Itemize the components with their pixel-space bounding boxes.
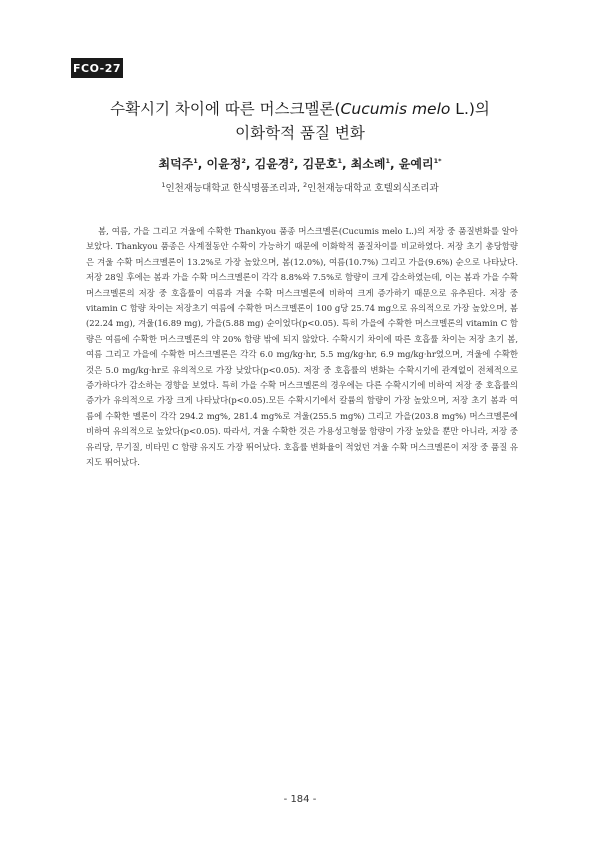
affiliation-text: 인천재능대학교 호텔외식조리과 [307, 183, 439, 194]
author-affiliation-mark: 1 [337, 157, 342, 165]
session-tag: FCO-27 [71, 58, 123, 78]
author-list: 최덕주$^1$, 이윤정$^2$, 김윤경$^2$, 김문호$^1$, 최소례$^1$, 윤예리$^{1*}$ [158, 157, 442, 171]
author-affiliation-mark: 1 [385, 157, 391, 165]
author-name: 김문호 [302, 157, 338, 171]
title-line-1: 수확시기 차이에 따른 머스크멜론(Cucumis melo L.)의 [110, 100, 490, 118]
author-affiliation-mark: 2 [289, 157, 294, 165]
abstract-text: 봄, 여름, 가을 그리고 겨울에 수확한 Thankyou 품종 머스크멜론(Cucumis melo L.)의 저장 중 품질변화를 알아보았다. Thankyou 품종은 사계절동안 수확이 가능하기 때문에 이화학적 품질차이를 비교하였다. 저장 초기 총당함량은 겨울 수확 머스크멜론이 13.2%로 가장 높았으며, 봄(12.0%), 여름(10.7%) 그리고 가을(9.6%) 순으로 나타났다. 저장 28일 후에는 봄과 가을 수확 머스크멜론이 각각 8.8%와 7.5%로 함량이 크게 감소하였는데, 이는 봄과 가을 수확 머스크멜론의 저장 중 호흡률이 여름과 겨울 수확 머스크멜론에 비하여 크게 증가하기 때문으로 유추된다. 저장 중 vitamin C 함량 차이는 저장초기 여름에 수확한 머스크멜론이 100 g당 25.74 mg으로 유의적으로 가장 높았으며, 봄(22.24 mg), 겨울(16.89 mg), 가을(5.88 mg) 순이었다(p<0.05). 특히 가을에 수확한 머스크멜론의 vitamin C 함량은 여름에 수확한 머스크멜론의 약 20% 함량 밖에 되지 않았다. 수확시기 차이에 따른 호흡률 차이는 저장 초기 봄, 여름 그리고 가을에 수확한 머스크멜론은 각각 6.0 mg/kg·hr, 5.5 mg/kg·hr, 6.9 mg/kg·hr였으며, 겨울에 수확한 것은 5.0 mg/kg·hr로 유의적으로 가장 낮았다(p<0.05). 저장 중 호흡률의 변화는 수확시기에 관계없이 전체적으로 증가하다가 감소하는 경향을 보였다. 특히 가을 수확 머스크멜론의 경우에는 다른 수확시기에 비하여 저장 중 호흡률의 증가가 유의적으로 가장 크게 나타났다(p<0.05).모든 수확시기에서 칼륨의 함량이 가장 높았으며, 저장 초기 봄과 여름에 수확한 멜론이 각각 294.2 mg%, 281.4 mg%로 겨울(255.5 mg%) 그리고 가을(203.8 mg%) 머스크멜론에 비하여 유의적으로 높았다(p<0.05). 따라서, 겨울 수확한 것은 가용성고형물 함량이 가장 높았을 뿐만 아니라, 저장 중 유리당, 무기질, 비타민 C 함량 유지도 가장 뛰어났다. 호흡률 변화율이 적었던 겨울 수확 머스크멜론이 저장 중 품질 유지도 뛰어났다. [86, 226, 518, 468]
author-affiliation-mark: 2 [241, 157, 246, 165]
paper-title [60, 97, 540, 145]
affiliation-text: 인천재능대학교 한식명품조리과 [165, 183, 297, 194]
author-affiliation-mark: 1* [433, 157, 442, 165]
title-line-2: 이화학적 품질 변화 [235, 124, 365, 142]
author-name: 김윤경 [254, 157, 290, 171]
page-number: - 184 - [283, 794, 317, 805]
affiliation-mark: 1 [161, 180, 166, 189]
affiliation-mark: 2 [303, 180, 308, 189]
author-name: 윤예리 [398, 157, 434, 171]
author-name: 최덕주 [158, 157, 194, 171]
affiliations: $^1$인천재능대학교 한식명품조리과, $^2$인천재능대학교 호텔외식조리과 [161, 180, 439, 194]
scientific-name: Cucumis melo [340, 100, 451, 118]
author-name: 이윤정 [206, 157, 242, 171]
author-name: 최소례 [350, 157, 386, 171]
author-affiliation-mark: 1 [193, 157, 198, 165]
